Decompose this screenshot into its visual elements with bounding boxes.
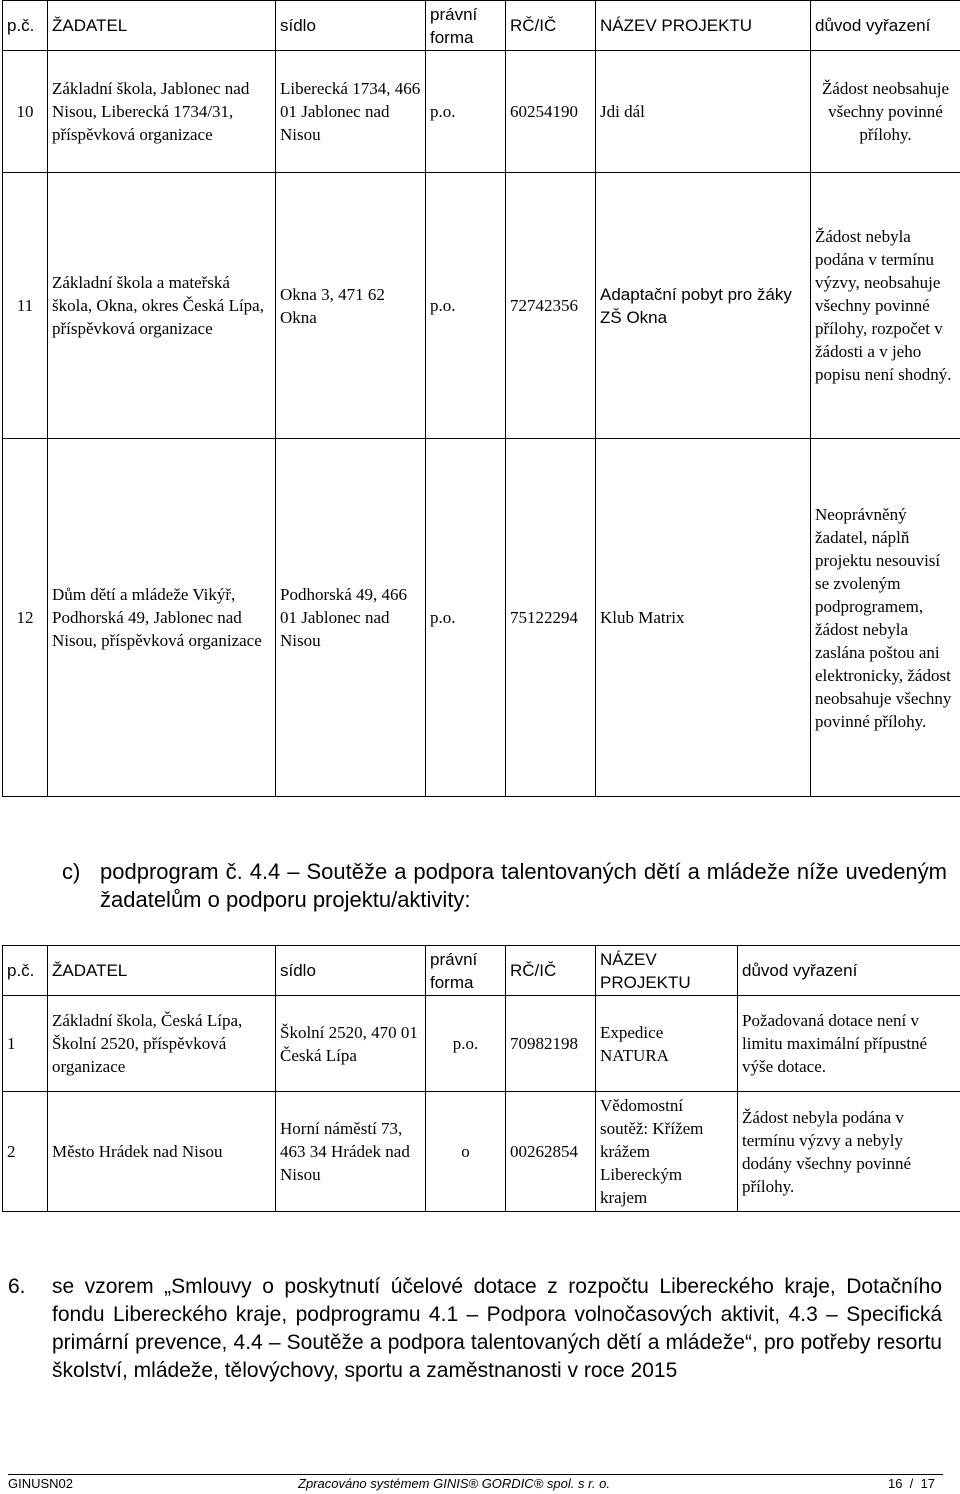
cell-zadatel: Dům dětí a mládeže Vikýř, Podhorská 49, Jablonec nad Nisou, příspěvková organizace — [48, 439, 276, 797]
subprogram-text: podprogram č. 4.4 – Soutěže a podpora talentovaných dětí a mládeže níže uvedeným žadatelům o podporu projektu/aktivity: — [100, 859, 947, 912]
cell-pc: 2 — [3, 1092, 48, 1212]
cell-zadatel: Základní škola, Česká Lípa, Školní 2520, příspěvková organizace — [48, 996, 276, 1092]
table-row — [3, 996, 960, 1092]
point-text: se vzorem „Smlouvy o poskytnutí účelové dotace z rozpočtu Libereckého kraje, Dotačního fondu Libereckého kraje, podprogramu 4.1 – Podpora volnočasových aktivit, 4.3 – Specifická primární prevence, 4.4 – Soutěže a podpora talentovaných dětí a mládeže“, pro potřeby resortu školství, mládeže, tělovýchovy, sportu a zaměstnanosti v roce 2015 — [52, 1275, 942, 1382]
cell-pc: 10 — [3, 51, 48, 173]
cell-forma: p.o. — [426, 439, 506, 797]
table-row — [3, 173, 960, 439]
col-header-nazev: NÁZEV PROJEKTU — [596, 946, 738, 996]
cell-ic: 00262854 — [506, 1092, 596, 1212]
cell-zadatel: Město Hrádek nad Nisou — [48, 1092, 276, 1212]
cell-ic: 70982198 — [506, 996, 596, 1092]
page-number — [888, 1475, 935, 1493]
cell-forma: o — [426, 1092, 506, 1212]
cell-pc: 1 — [3, 996, 48, 1092]
col-header-nazev: NÁZEV PROJEKTU — [596, 1, 811, 51]
col-header-zadatel: ŽADATEL — [48, 946, 276, 996]
cell-ic: 75122294 — [506, 439, 596, 797]
cell-sidlo: Okna 3, 471 62 Okna — [276, 173, 426, 439]
col-header-rc-ic: RČ/IČ — [506, 1, 596, 51]
cell-nazev: Klub Matrix — [596, 439, 811, 797]
cell-zadatel: Základní škola, Jablonec nad Nisou, Liberecká 1734/31, příspěvková organizace — [48, 51, 276, 173]
cell-duvod: Požadovaná dotace není v limitu maximální přípustné výše dotace. — [738, 996, 960, 1092]
subprogram-label: c) — [62, 859, 81, 884]
col-header-pc: p.č. — [3, 1, 48, 51]
col-header-zadatel: ŽADATEL — [48, 1, 276, 51]
cell-zadatel: Základní škola a mateřská škola, Okna, okres Česká Lípa, příspěvková organizace — [48, 173, 276, 439]
cell-pc: 11 — [3, 173, 48, 439]
col-header-pc: p.č. — [3, 946, 48, 996]
col-header-sidlo: sídlo — [276, 946, 426, 996]
table-row — [3, 1092, 960, 1212]
document-code: GINUSN02 — [8, 1476, 74, 1491]
col-header-pravni-forma: právní forma — [426, 946, 506, 996]
cell-forma: p.o. — [426, 996, 506, 1092]
cell-forma: p.o. — [426, 173, 506, 439]
col-header-rc-ic: RČ/IČ — [506, 946, 596, 996]
cell-sidlo: Horní náměstí 73, 463 34 Hrádek nad Nisou — [276, 1092, 426, 1212]
page-separator: / — [909, 1476, 914, 1491]
table-row — [3, 51, 960, 173]
resolution-point-6 — [0, 1273, 942, 1385]
cell-ic: 60254190 — [506, 51, 596, 173]
col-header-duvod: důvod vyřazení — [738, 946, 960, 996]
cell-sidlo: Liberecká 1734, 466 01 Jablonec nad Nisou — [276, 51, 426, 173]
table-row — [3, 439, 960, 797]
cell-ic: 72742356 — [506, 173, 596, 439]
rejected-applicants-table-2 — [2, 945, 960, 1212]
rejected-applicants-table-1 — [2, 0, 960, 797]
cell-sidlo: Podhorská 49, 466 01 Jablonec nad Nisou — [276, 439, 426, 797]
col-header-pravni-forma: právní forma — [426, 1, 506, 51]
col-header-sidlo: sídlo — [276, 1, 426, 51]
cell-duvod: Žádost nebyla podána v termínu výzvy, neobsahuje všechny povinné přílohy, rozpočet v žádosti a v jeho popisu není shodný. — [811, 173, 960, 439]
table-header-row — [3, 1, 960, 51]
total-pages: 17 — [920, 1476, 935, 1491]
cell-nazev: Adaptační pobyt pro žáky ZŠ Okna — [596, 173, 811, 439]
cell-forma: p.o. — [426, 51, 506, 173]
col-header-duvod: důvod vyřazení — [811, 1, 960, 51]
table-header-row — [3, 946, 960, 996]
cell-nazev: Expedice NATURA — [596, 996, 738, 1092]
page-footer — [8, 1474, 943, 1493]
cell-nazev: Vědomostní soutěž: Křížem krážem Libereckým krajem — [596, 1092, 738, 1212]
point-number: 6. — [8, 1275, 26, 1298]
cell-pc: 12 — [3, 439, 48, 797]
cell-duvod: Žádost nebyla podána v termínu výzvy a nebyly dodány všechny povinné přílohy. — [738, 1092, 960, 1212]
subprogram-heading — [62, 858, 947, 914]
current-page: 16 — [887, 1476, 903, 1491]
cell-duvod: Žádost neobsahuje všechny povinné přílohy. — [811, 51, 960, 173]
cell-nazev: Jdi dál — [596, 51, 811, 173]
generator-note: Zpracováno systémem GINIS® GORDIC® spol. s r. o. — [298, 1476, 610, 1491]
cell-duvod: Neoprávněný žadatel, náplň projektu nesouvisí se zvoleným podprogramem, žádost nebyla zaslána poštou ani elektronicky, žádost neobsahuje všechny povinné přílohy. — [811, 439, 960, 797]
cell-sidlo: Školní 2520, 470 01 Česká Lípa — [276, 996, 426, 1092]
